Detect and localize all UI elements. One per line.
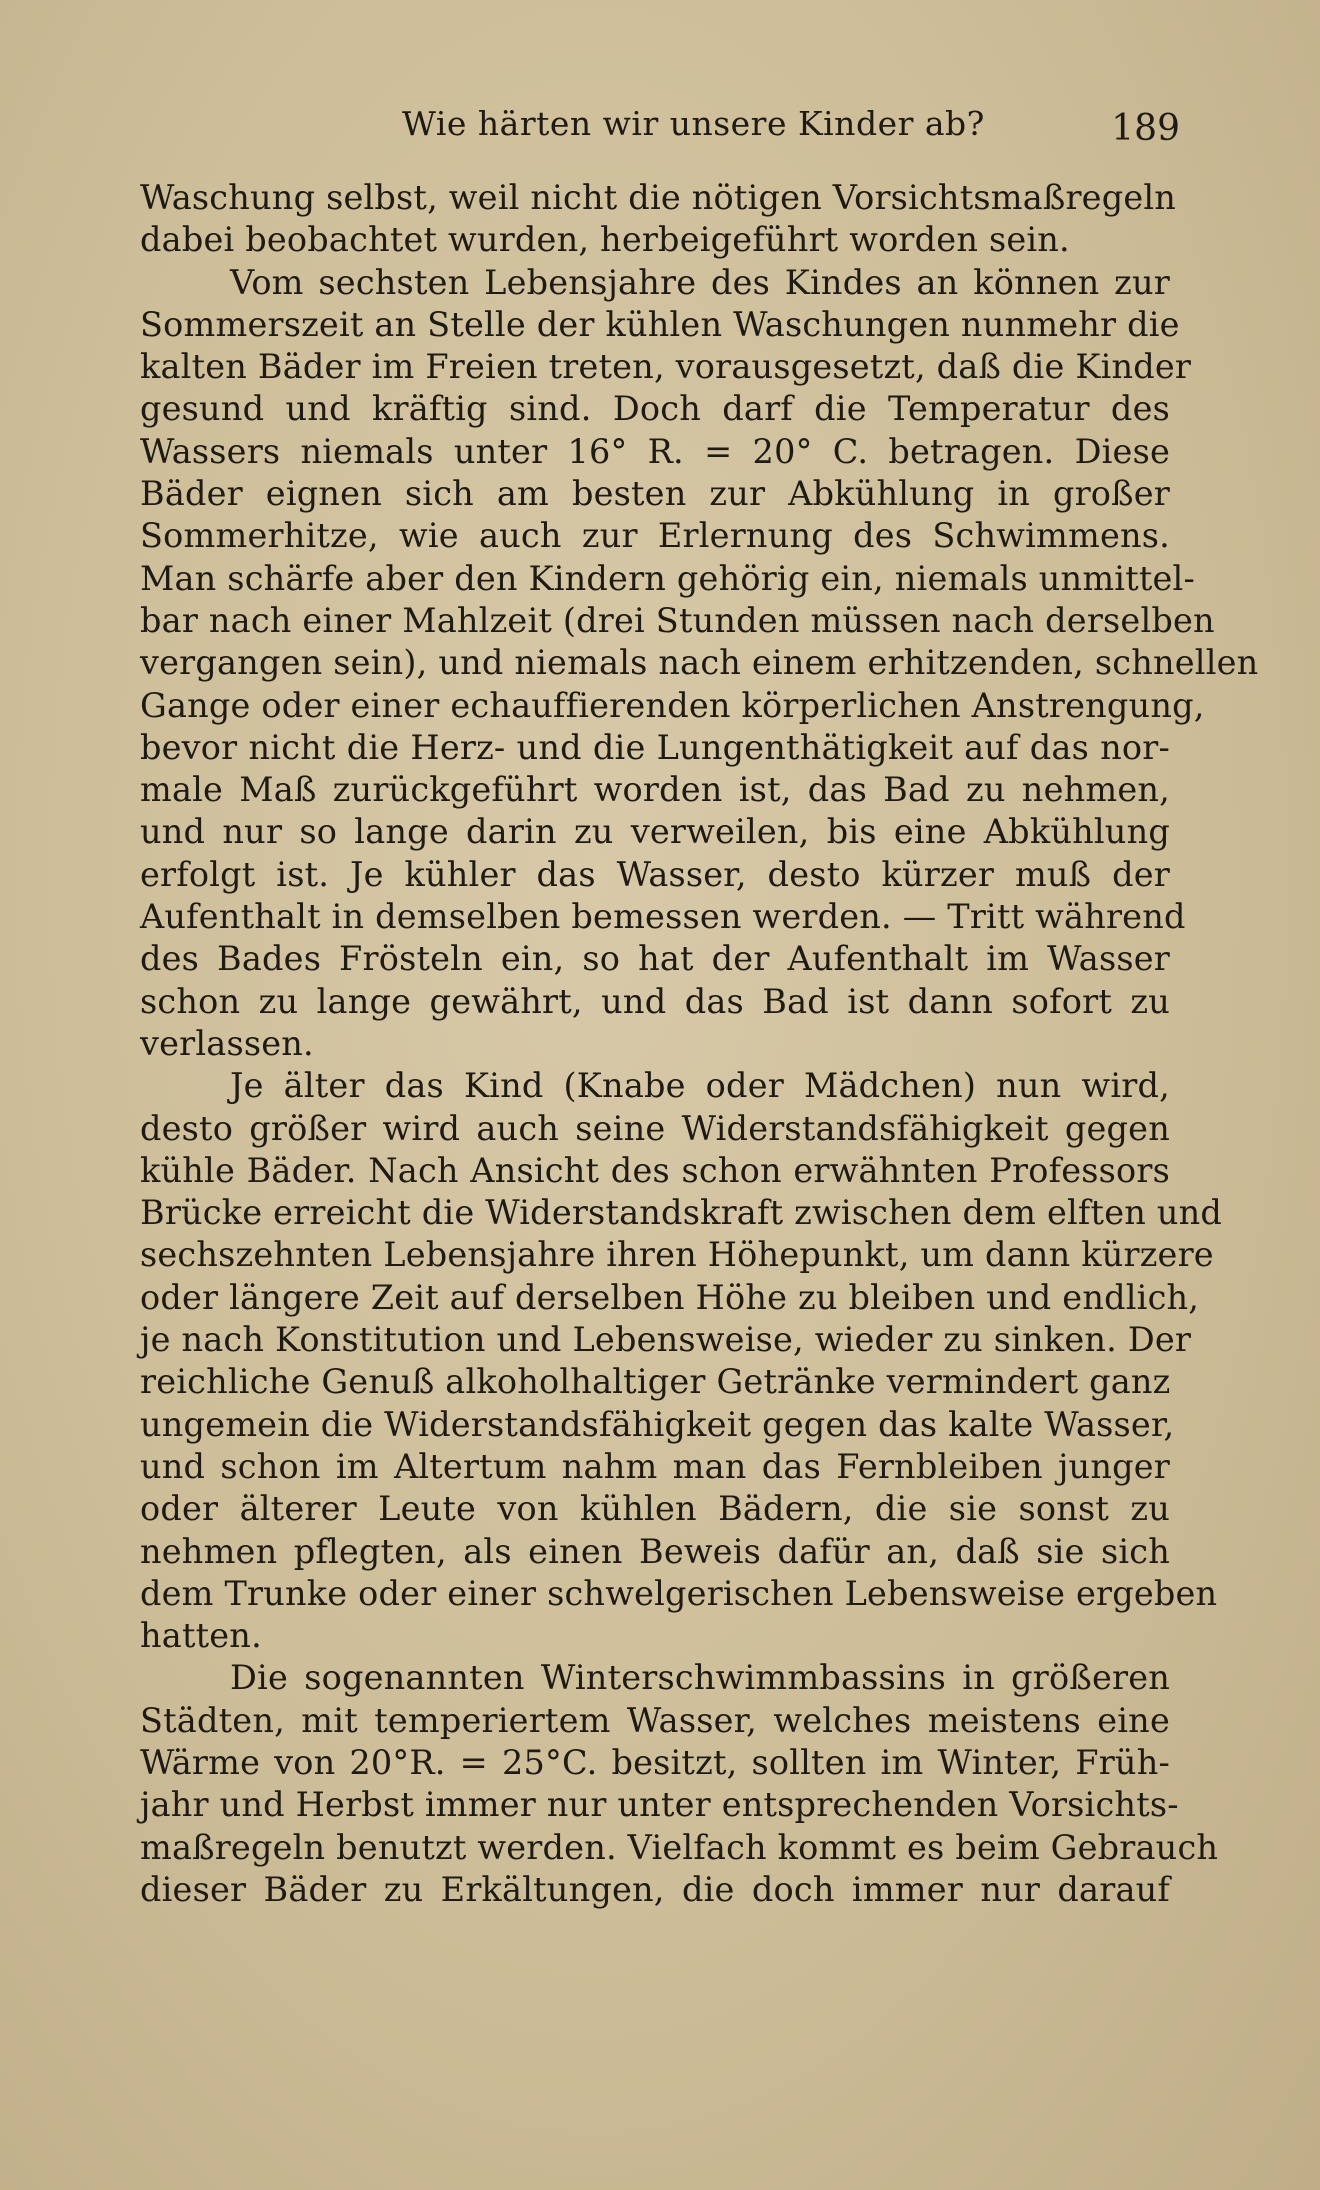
text-line: verlassen. xyxy=(140,1023,314,1063)
running-head xyxy=(140,100,1180,160)
text-line: sechszehnten Lebensjahre ihren Höhepunkt, um dann kürzere xyxy=(140,1235,1214,1275)
text-line: kühle Bäder. Nach Ansicht des schon erwähnten Professors xyxy=(140,1150,1170,1190)
text-line: Bäder eignen sich am besten zur Abkühlung in großer xyxy=(140,474,1170,514)
text-line: Wassers niemals unter 16° R. = 20° C. betragen. Diese xyxy=(140,431,1170,471)
text-line: Vom sechsten Lebensjahre des Kindes an können zur xyxy=(230,262,1170,302)
text-line: vergangen sein), und niemals nach einem erhitzenden, schnellen xyxy=(140,643,1259,683)
text-line: hatten. xyxy=(140,1616,262,1656)
text-line: Waschung selbst, weil nicht die nötigen Vorsichtsmaßregeln xyxy=(140,178,1177,217)
text-line: Gange oder einer echauffierenden körperlichen Anstrengung, xyxy=(140,685,1205,725)
text-line: Je älter das Kind (Knabe oder Mädchen) nun wird, xyxy=(230,1066,1170,1106)
text-line: bar nach einer Mahlzeit (drei Stunden müssen nach derselben xyxy=(140,600,1215,640)
text-line: desto größer wird auch seine Widerstandsfähigkeit gegen xyxy=(140,1108,1170,1148)
text-line: oder längere Zeit auf derselben Höhe zu bleiben und endlich, xyxy=(140,1277,1200,1317)
page-number: 189 xyxy=(1111,108,1180,149)
text-line: Die sogenannten Winterschwimmbassins in größeren xyxy=(230,1658,1170,1698)
text-line: male Maß zurückgeführt worden ist, das Bad zu nehmen, xyxy=(140,770,1170,810)
text-line: Sommerhitze, wie auch zur Erlernung des Schwimmens. xyxy=(140,516,1170,556)
text-line: Sommerszeit an Stelle der kühlen Waschungen nunmehr die xyxy=(140,304,1180,344)
text-line: Brücke erreicht die Widerstandskraft zwischen dem elften und xyxy=(140,1193,1223,1233)
text-line: ungemein die Widerstandsfähigkeit gegen das kalte Wasser, xyxy=(140,1404,1175,1444)
text-line: erfolgt ist. Je kühler das Wasser, desto kürzer muß der xyxy=(140,854,1170,894)
body-text xyxy=(140,177,1259,1911)
text-line: und nur so lange darin zu verweilen, bis eine Abkühlung xyxy=(140,812,1170,852)
text-line: dem Trunke oder einer schwelgerischen Lebensweise ergeben xyxy=(140,1573,1218,1613)
text-line: schon zu lange gewährt, und das Bad ist dann sofort zu xyxy=(140,981,1170,1021)
text-line: je nach Konstitution und Lebensweise, wieder zu sinken. Der xyxy=(140,1320,1192,1360)
text-line: und schon im Altertum nahm man das Fernbleiben junger xyxy=(140,1446,1170,1486)
running-title: Wie härten wir unsere Kinder ab? xyxy=(402,104,985,143)
text-line: gesund und kräftig sind. Doch darf die Temperatur des xyxy=(140,389,1170,429)
text-line: Man schärfe aber den Kindern gehörig ein, niemals unmittel- xyxy=(140,558,1195,598)
text-line: maßregeln benutzt werden. Vielfach kommt es beim Gebrauch xyxy=(140,1827,1219,1867)
text-line: reichliche Genuß alkoholhaltiger Getränke vermindert ganz xyxy=(140,1362,1171,1402)
text-line: nehmen pflegten, als einen Beweis dafür an, daß sie sich xyxy=(140,1531,1170,1571)
text-line: Wärme von 20°R. = 25°C. besitzt, sollten im Winter, Früh- xyxy=(140,1742,1170,1782)
text-line: Städten, mit temperiertem Wasser, welches meistens eine xyxy=(140,1700,1170,1740)
text-line: des Bades Frösteln ein, so hat der Aufenthalt im Wasser xyxy=(140,939,1170,979)
text-line: dieser Bäder zu Erkältungen, die doch immer nur darauf xyxy=(140,1869,1170,1909)
text-line: dabei beobachtet wurden, herbeigeführt worden sein. xyxy=(140,220,1070,260)
text-line: bevor nicht die Herz- und die Lungenthätigkeit auf das nor- xyxy=(140,727,1170,767)
text-line: Aufenthalt in demselben bemessen werden. — Tritt während xyxy=(140,897,1186,937)
text-line: oder älterer Leute von kühlen Bädern, die sie sonst zu xyxy=(140,1489,1170,1529)
text-line: kalten Bäder im Freien treten, vorausgesetzt, daß die Kinder xyxy=(140,347,1192,387)
text-line: jahr und Herbst immer nur unter entsprechenden Vorsichts- xyxy=(140,1785,1179,1825)
